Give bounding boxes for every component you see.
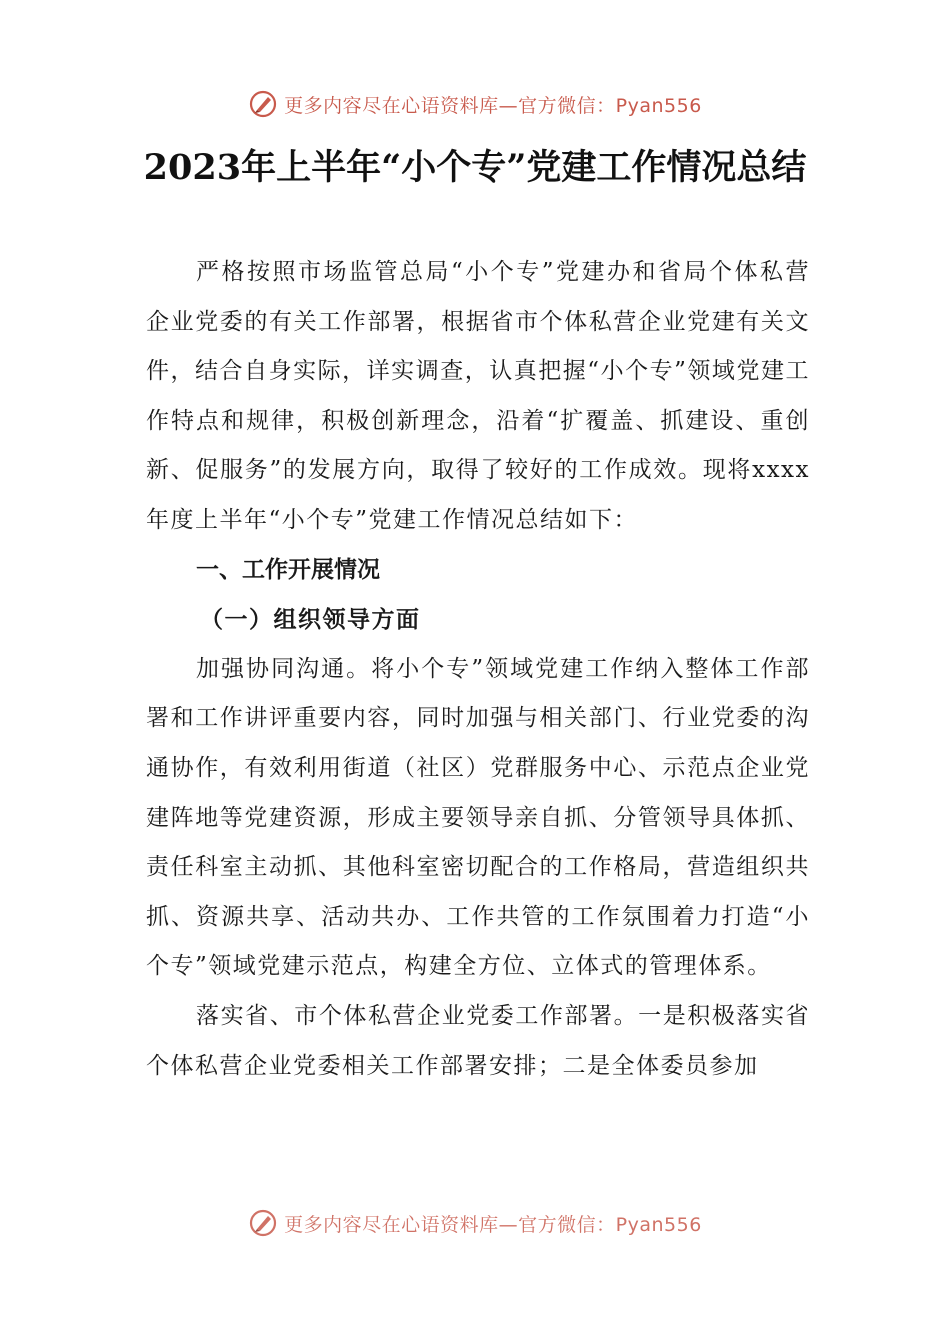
watermark-text: 更多内容尽在心语资料库—官方微信：Pyan556 [284, 94, 702, 117]
section-heading: 一、工作开展情况 [196, 556, 380, 583]
watermark-text: 更多内容尽在心语资料库—官方微信：Pyan556 [284, 1213, 702, 1236]
watermark-banner-top [0, 84, 950, 124]
subsection-heading: （一）组织领导方面 [200, 606, 421, 634]
document-title: 2023年上半年“小个专”党建工作情况总结 [143, 147, 807, 188]
intro-paragraph: 严格按照市场监管总局“小个专”党建办和省局个体私营企业党委的有关工作部署，根据省市个体私营企业党建有关文件，结合自身实际，详实调查，认真把握“小个专”领域党建工作特点和规律，积极创新理念，沿着“扩覆盖、抓建设、重创新、促服务”的发展方向，取得了较好的工作成效。现将xxxx年度上半年“小个专”党建工作情况总结如下： [146, 259, 810, 533]
document-body [146, 248, 810, 1091]
watermark-banner-bottom [0, 1203, 950, 1243]
body-paragraph: 加强协同沟通。将小个专”领域党建工作纳入整体工作部署和工作讲评重要内容，同时加强与相关部门、行业党委的沟通协作，有效利用街道（社区）党群服务中心、示范点企业党建阵地等党建资源，形成主要领导亲自抓、分管领导具体抓、责任科室主动抓、其他科室密切配合的工作格局，营造组织共抓、资源共享、活动共办、工作共管的工作氛围着力打造“小个专”领域党建示范点，构建全方位、立体式的管理体系。 [146, 655, 810, 980]
pen-logo-icon [248, 89, 278, 119]
body-paragraph: 落实省、市个体私营企业党委工作部署。一是积极落实省个体私营企业党委相关工作部署安排；二是全体委员参加 [146, 1002, 810, 1079]
pen-logo-icon [248, 1208, 278, 1238]
